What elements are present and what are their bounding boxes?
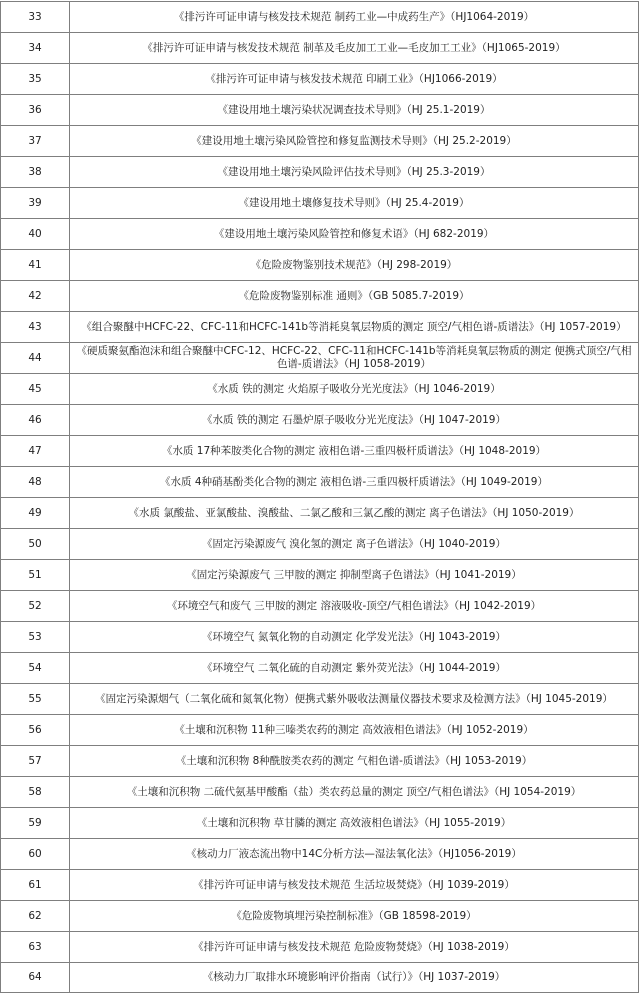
row-number: 33 bbox=[1, 2, 70, 33]
table-row bbox=[1, 343, 639, 374]
row-number: 43 bbox=[1, 312, 70, 343]
row-number: 42 bbox=[1, 281, 70, 312]
row-number: 59 bbox=[1, 808, 70, 839]
table-row bbox=[1, 529, 639, 560]
standard-title: 《硬质聚氨酯泡沫和组合聚醚中CFC-12、HCFC-22、CFC-11和HCFC-141b等消耗臭氧层物质的测定 便携式顶空/气相色谱-质谱法》（HJ 1058-2019） bbox=[70, 343, 639, 374]
table-row bbox=[1, 250, 639, 281]
standard-title: 《核动力厂取排水环境影响评价指南（试行）》（HJ 1037-2019） bbox=[70, 963, 639, 993]
table-row bbox=[1, 64, 639, 95]
table-row bbox=[1, 498, 639, 529]
row-number: 58 bbox=[1, 777, 70, 808]
row-number: 60 bbox=[1, 839, 70, 870]
table-row bbox=[1, 126, 639, 157]
table-row bbox=[1, 312, 639, 343]
standard-title: 《排污许可证申请与核发技术规范 制革及毛皮加工工业—毛皮加工工业》（HJ1065-2019） bbox=[70, 33, 639, 64]
row-number: 50 bbox=[1, 529, 70, 560]
table-row bbox=[1, 281, 639, 312]
standard-title: 《水质 铁的测定 石墨炉原子吸收分光光度法》（HJ 1047-2019） bbox=[70, 405, 639, 436]
standard-title: 《危险废物填埋污染控制标准》（GB 18598-2019） bbox=[70, 901, 639, 932]
table-row bbox=[1, 95, 639, 126]
standards-table-body bbox=[1, 2, 639, 993]
standard-title: 《土壤和沉积物 11种三嗪类农药的测定 高效液相色谱法》（HJ 1052-2019） bbox=[70, 715, 639, 746]
standard-title: 《固定污染源烟气（二氧化硫和氮氧化物）便携式紫外吸收法测量仪器技术要求及检测方法》（HJ 1045-2019） bbox=[70, 684, 639, 715]
standard-title: 《排污许可证申请与核发技术规范 印刷工业》（HJ1066-2019） bbox=[70, 64, 639, 95]
row-number: 56 bbox=[1, 715, 70, 746]
row-number: 63 bbox=[1, 932, 70, 963]
row-number: 37 bbox=[1, 126, 70, 157]
row-number: 46 bbox=[1, 405, 70, 436]
row-number: 62 bbox=[1, 901, 70, 932]
table-row bbox=[1, 839, 639, 870]
row-number: 40 bbox=[1, 219, 70, 250]
table-row bbox=[1, 2, 639, 33]
standard-title: 《水质 4种硝基酚类化合物的测定 液相色谱-三重四极杆质谱法》（HJ 1049-2019） bbox=[70, 467, 639, 498]
row-number: 61 bbox=[1, 870, 70, 901]
table-row bbox=[1, 653, 639, 684]
table-row bbox=[1, 374, 639, 405]
table-row bbox=[1, 870, 639, 901]
table-row bbox=[1, 188, 639, 219]
table-row bbox=[1, 467, 639, 498]
standard-title: 《环境空气 氮氧化物的自动测定 化学发光法》（HJ 1043-2019） bbox=[70, 622, 639, 653]
standard-title: 《排污许可证申请与核发技术规范 制药工业—中成药生产》（HJ1064-2019） bbox=[70, 2, 639, 33]
row-number: 48 bbox=[1, 467, 70, 498]
standard-title: 《土壤和沉积物 草甘膦的测定 高效液相色谱法》（HJ 1055-2019） bbox=[70, 808, 639, 839]
row-number: 45 bbox=[1, 374, 70, 405]
table-row bbox=[1, 715, 639, 746]
standard-title: 《固定污染源废气 三甲胺的测定 抑制型离子色谱法》（HJ 1041-2019） bbox=[70, 560, 639, 591]
row-number: 53 bbox=[1, 622, 70, 653]
row-number: 38 bbox=[1, 157, 70, 188]
table-row bbox=[1, 746, 639, 777]
row-number: 51 bbox=[1, 560, 70, 591]
row-number: 39 bbox=[1, 188, 70, 219]
table-row bbox=[1, 932, 639, 963]
row-number: 54 bbox=[1, 653, 70, 684]
standard-title: 《环境空气和废气 三甲胺的测定 溶液吸收-顶空/气相色谱法》（HJ 1042-2019） bbox=[70, 591, 639, 622]
standard-title: 《建设用地土壤污染风险评估技术导则》（HJ 25.3-2019） bbox=[70, 157, 639, 188]
standard-title: 《建设用地土壤污染风险管控和修复监测技术导则》（HJ 25.2-2019） bbox=[70, 126, 639, 157]
table-row bbox=[1, 560, 639, 591]
row-number: 47 bbox=[1, 436, 70, 467]
standard-title: 《建设用地土壤污染状况调查技术导则》（HJ 25.1-2019） bbox=[70, 95, 639, 126]
table-row bbox=[1, 157, 639, 188]
standard-title: 《建设用地土壤污染风险管控和修复术语》（HJ 682-2019） bbox=[70, 219, 639, 250]
row-number: 49 bbox=[1, 498, 70, 529]
table-row bbox=[1, 808, 639, 839]
standards-table bbox=[0, 1, 639, 993]
standard-title: 《危险废物鉴别技术规范》（HJ 298-2019） bbox=[70, 250, 639, 281]
table-row bbox=[1, 963, 639, 993]
standard-title: 《水质 17种苯胺类化合物的测定 液相色谱-三重四极杆质谱法》（HJ 1048-2019） bbox=[70, 436, 639, 467]
table-row bbox=[1, 33, 639, 64]
row-number: 55 bbox=[1, 684, 70, 715]
table-row bbox=[1, 901, 639, 932]
row-number: 35 bbox=[1, 64, 70, 95]
standard-title: 《危险废物鉴别标准 通则》（GB 5085.7-2019） bbox=[70, 281, 639, 312]
row-number: 64 bbox=[1, 963, 70, 993]
row-number: 36 bbox=[1, 95, 70, 126]
row-number: 57 bbox=[1, 746, 70, 777]
standard-title: 《水质 氯酸盐、亚氯酸盐、溴酸盐、二氯乙酸和三氯乙酸的测定 离子色谱法》（HJ 1050-2019） bbox=[70, 498, 639, 529]
standard-title: 《排污许可证申请与核发技术规范 生活垃圾焚烧》（HJ 1039-2019） bbox=[70, 870, 639, 901]
table-row bbox=[1, 684, 639, 715]
table-row bbox=[1, 405, 639, 436]
standard-title: 《土壤和沉积物 8种酰胺类农药的测定 气相色谱-质谱法》（HJ 1053-2019） bbox=[70, 746, 639, 777]
table-row bbox=[1, 219, 639, 250]
standard-title: 《土壤和沉积物 二硫代氨基甲酸酯（盐）类农药总量的测定 顶空/气相色谱法》（HJ 1054-2019） bbox=[70, 777, 639, 808]
table-row bbox=[1, 622, 639, 653]
standard-title: 《排污许可证申请与核发技术规范 危险废物焚烧》（HJ 1038-2019） bbox=[70, 932, 639, 963]
table-row bbox=[1, 777, 639, 808]
standard-title: 《水质 铁的测定 火焰原子吸收分光光度法》（HJ 1046-2019） bbox=[70, 374, 639, 405]
row-number: 44 bbox=[1, 343, 70, 374]
standard-title: 《环境空气 二氧化硫的自动测定 紫外荧光法》（HJ 1044-2019） bbox=[70, 653, 639, 684]
standard-title: 《固定污染源废气 溴化氢的测定 离子色谱法》（HJ 1040-2019） bbox=[70, 529, 639, 560]
standard-title: 《组合聚醚中HCFC-22、CFC-11和HCFC-141b等消耗臭氧层物质的测定 顶空/气相色谱-质谱法》（HJ 1057-2019） bbox=[70, 312, 639, 343]
table-row bbox=[1, 591, 639, 622]
row-number: 52 bbox=[1, 591, 70, 622]
standard-title: 《建设用地土壤修复技术导则》（HJ 25.4-2019） bbox=[70, 188, 639, 219]
row-number: 41 bbox=[1, 250, 70, 281]
standard-title: 《核动力厂液态流出物中14C分析方法—湿法氧化法》（HJ1056-2019） bbox=[70, 839, 639, 870]
row-number: 34 bbox=[1, 33, 70, 64]
table-row bbox=[1, 436, 639, 467]
